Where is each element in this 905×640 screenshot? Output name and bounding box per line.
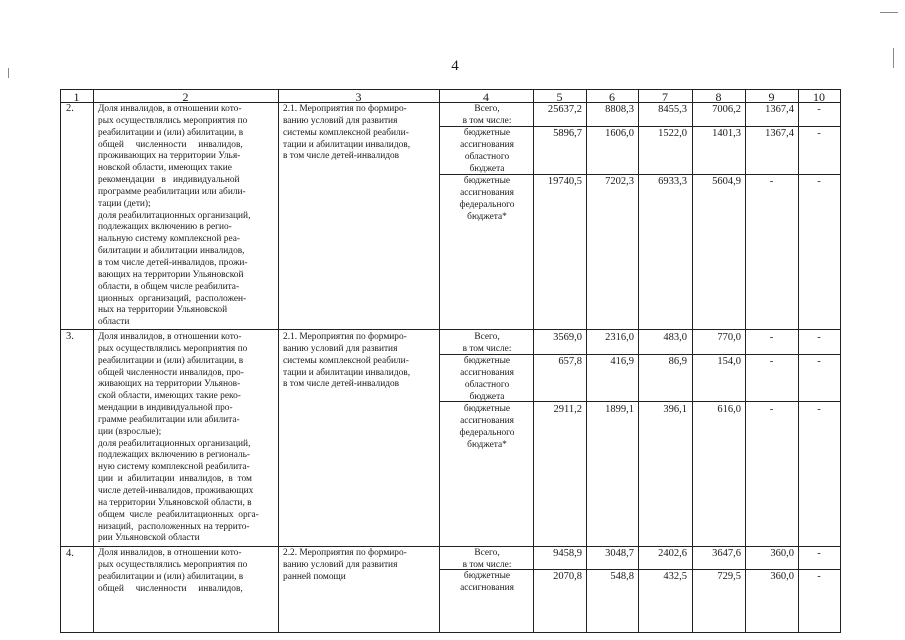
value-col8: 616,0 [717,404,741,415]
indicator-text: Доля инвалидов, в отношении кото- рых осуществлялись мероприятия по реабилитации и (или) абилитации, в общей численности инвалидов, проживающих на территории Улья- новской области, имеющих такие рекомендации в индивидуальной программе реабилитации или абили- тации (дети); доля реабилитационных организаций, подлежащих включению в регио- нальную систему комплексной реа- билитации и абилитации инвалидов, в том числе детей-инвалидов, прожи- вающих на территории Ульяновской области, в общем числе реабилита- ционных организаций, расположен- ных на территории Ульяновской области [98,104,251,328]
value-col6: 416,9 [610,356,634,367]
value-col7: 8455,3 [658,104,687,115]
value-col6: 1606,0 [605,128,634,139]
value-col7: 1522,0 [658,128,687,139]
header-cell: 2 [182,90,189,104]
row-number: 4. [66,548,74,559]
row-divider [60,546,840,547]
header-cell: 8 [715,90,722,104]
value-col7: 6933,3 [658,176,687,187]
value-col8: 7006,2 [712,104,741,115]
value-col5: 5896,7 [553,128,582,139]
value-col5: 2070,8 [553,571,582,582]
col-border [278,89,279,633]
value-col8: 1401,3 [712,128,741,139]
value-col8: 770,0 [717,332,741,343]
value-col9: 360,0 [770,571,794,582]
value-col10: - [817,104,821,115]
value-col9: - [769,176,774,187]
value-col8: 729,5 [717,571,741,582]
scan-artifact-left [8,68,9,78]
source-label: бюджетные ассигнования областного бюджета [460,128,514,174]
header-cell: 10 [813,90,825,104]
value-col7: 396,1 [663,404,687,415]
value-col7: 432,5 [663,571,687,582]
measure-text: 2.2. Мероприятия по формиро- ванию условий для развития ранней помощи [283,548,407,582]
value-col5: 2911,2 [553,404,582,415]
source-label: бюджетные ассигнования федерального бюджета* [459,404,515,450]
row-divider [60,329,840,330]
value-col6: 1899,1 [605,404,634,415]
header-cell: 6 [609,90,615,104]
header-cell: 1 [73,90,80,104]
value-col7: 86,9 [668,356,687,367]
value-col6: 7202,3 [605,176,634,187]
indicator-text: Доля инвалидов, в отношении кото- рых осуществлялись мероприятия по реабилитации и (или) абилитации, в общей численности инвалидов, [98,548,248,594]
source-label: бюджетные ассигнования федерального бюджета* [459,176,515,222]
value-col10: - [817,128,821,139]
value-col5: 25637,2 [547,104,582,115]
col-border [840,89,841,633]
value-col10: - [817,571,821,582]
value-col10: - [817,356,821,367]
source-label: бюджетные ассигнования [460,571,514,593]
header-cell: 7 [662,90,668,104]
value-col10: - [817,332,821,343]
value-col9: 1367,4 [765,104,794,115]
table-top-border [60,89,840,90]
value-col9: - [769,404,774,415]
row-number: 3. [66,331,74,342]
header-cell: 3 [355,90,362,104]
indicator-text: Доля инвалидов, в отношении кото- рых осуществлялись мероприятия по реабилитации и (или) абилитации, в общей численности инвалидов, про- живающих на территории Ульянов- ской области, имеющих такие реко- мендации в индивидуальной про- грамме реабилитации или абилита- ции (взрослые); доля реабилитационных организаций, подлежащих включению в региональ- ную систему комплексной реабилита- ции и абилитации инвалидов, в том числе детей-инвалидов, проживающих на территории Ульяновской области, в общем числе реабилитационных орга- низаций, расположенных на террито- рии Ульяновской области [98,332,259,544]
col-border [93,89,94,633]
value-col6: 3048,7 [605,548,634,559]
header-cell: 4 [483,90,489,104]
source-label: Всего, в том числе: [462,104,512,126]
value-col9: - [769,356,774,367]
col-border [60,89,61,633]
source-label: Всего, в том числе: [462,548,512,570]
value-col5: 19740,5 [547,176,582,187]
table-bottom-border [60,632,840,633]
value-col10: - [817,176,821,187]
value-col8: 3647,6 [712,548,741,559]
measure-text: 2.1. Мероприятия по формиро- ванию условий для развития системы комплексной реабили- тации и абилитации инвалидов, в том числе детей-инвалидов [283,104,411,162]
value-col8: 5604,9 [712,176,741,187]
value-col6: 548,8 [610,571,634,582]
value-col5: 9458,9 [553,548,582,559]
value-col6: 2316,0 [605,332,634,343]
value-col9: - [769,332,774,343]
value-col5: 657,8 [558,356,582,367]
value-col5: 3569,0 [553,332,582,343]
value-col8: 154,0 [717,356,741,367]
header-cell: 5 [556,90,563,104]
measure-text: 2.1. Мероприятия по формиро- ванию условий для развития системы комплексной реабили- тации и абилитации инвалидов, в том числе детей-инвалидов [283,332,411,390]
source-label: Всего, в том числе: [462,332,512,354]
scan-artifact-top [880,12,898,13]
value-col7: 483,0 [663,332,687,343]
value-col10: - [817,548,821,559]
col-border [638,89,639,633]
value-col7: 2402,6 [658,548,687,559]
value-col9: 360,0 [770,548,794,559]
source-label: бюджетные ассигнования областного бюджета [460,356,514,402]
value-col10: - [817,404,821,415]
page-number: 4 [451,58,459,74]
header-cell: 9 [768,90,775,104]
col-border [692,89,693,633]
value-col9: 1367,4 [765,128,794,139]
value-col6: 8808,3 [605,104,634,115]
scan-artifact-right [893,48,894,68]
row-number: 2. [66,103,74,114]
col-border [586,89,587,633]
